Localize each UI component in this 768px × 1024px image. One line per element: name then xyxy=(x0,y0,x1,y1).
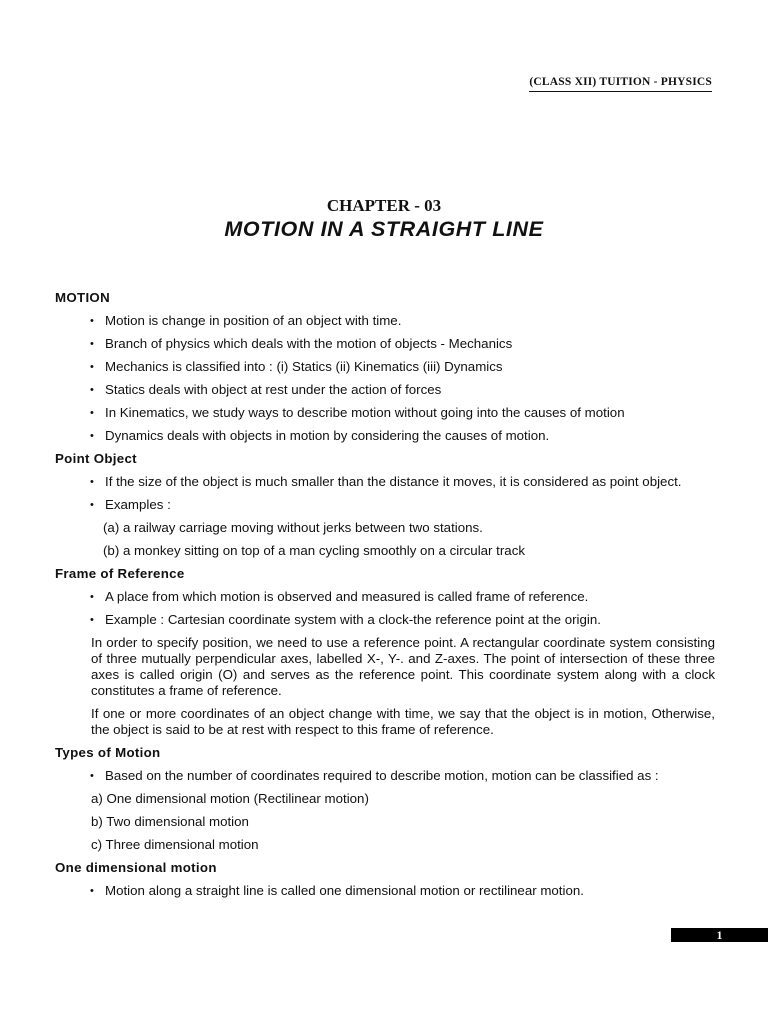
bullet-item: • Examples : xyxy=(90,497,171,512)
page-number: 1 xyxy=(671,928,768,942)
bullet-icon: • xyxy=(90,770,94,782)
bullet-item: • Based on the number of coordinates required to describe motion, motion can be classified as : xyxy=(90,768,659,783)
bullet-item: • In Kinematics, we study ways to describe motion without going into the causes of motion xyxy=(90,405,625,420)
section-heading-point-object: Point Object xyxy=(55,451,137,466)
section-heading-one-dimensional-motion: One dimensional motion xyxy=(55,860,217,875)
bullet-item: • Branch of physics which deals with the motion of objects - Mechanics xyxy=(90,336,513,351)
bullet-item: • Motion is change in position of an object with time. xyxy=(90,313,402,328)
example-item: (b) a monkey sitting on top of a man cycling smoothly on a circular track xyxy=(103,543,525,558)
example-item: (a) a railway carriage moving without jerks between two stations. xyxy=(103,520,483,535)
paragraph: In order to specify position, we need to use a reference point. A rectangular coordinate system consisting of three mutually perpendicular axes, labelled X-, Y-. and Z-axes. The point of intersection of these three axes is called origin (O) and serves as the reference point. This coordinate system along with a clock constitutes a frame of reference. xyxy=(91,635,715,698)
section-heading-types-of-motion: Types of Motion xyxy=(55,745,161,760)
bullet-icon: • xyxy=(90,384,94,396)
bullet-item: • A place from which motion is observed and measured is called frame of reference. xyxy=(90,589,589,604)
bullet-icon: • xyxy=(90,476,94,488)
bullet-icon: • xyxy=(90,315,94,327)
bullet-icon: • xyxy=(90,430,94,442)
page-content xyxy=(55,290,715,906)
running-header: (CLASS XII) TUITION - PHYSICS xyxy=(529,76,712,92)
bullet-icon: • xyxy=(90,361,94,373)
bullet-icon: • xyxy=(90,885,94,897)
paragraph: If one or more coordinates of an object change with time, we say that the object is in motion, Otherwise, the object is said to be at rest with respect to this frame of reference. xyxy=(91,706,715,737)
list-item: b) Two dimensional motion xyxy=(91,814,249,829)
bullet-item: • Motion along a straight line is called one dimensional motion or rectilinear motion. xyxy=(90,883,584,898)
bullet-icon: • xyxy=(90,614,94,626)
bullet-item: • Example : Cartesian coordinate system with a clock-the reference point at the origin. xyxy=(90,612,601,627)
bullet-item: • Statics deals with object at rest under the action of forces xyxy=(90,382,442,397)
bullet-icon: • xyxy=(90,407,94,419)
section-heading-motion: MOTION xyxy=(55,290,110,305)
bullet-icon: • xyxy=(90,499,94,511)
bullet-item: • Dynamics deals with objects in motion by considering the causes of motion. xyxy=(90,428,550,443)
bullet-item: • If the size of the object is much smaller than the distance it moves, it is considered as point object. xyxy=(90,474,682,489)
chapter-title: MOTION IN A STRAIGHT LINE xyxy=(224,217,544,241)
bullet-item: • Mechanics is classified into : (i) Statics (ii) Kinematics (iii) Dynamics xyxy=(90,359,503,374)
bullet-icon: • xyxy=(90,338,94,350)
list-item: a) One dimensional motion (Rectilinear motion) xyxy=(91,791,369,806)
chapter-label: CHAPTER - 03 xyxy=(326,196,442,215)
bullet-icon: • xyxy=(90,591,94,603)
section-heading-frame-of-reference: Frame of Reference xyxy=(55,566,185,581)
list-item: c) Three dimensional motion xyxy=(91,837,259,852)
